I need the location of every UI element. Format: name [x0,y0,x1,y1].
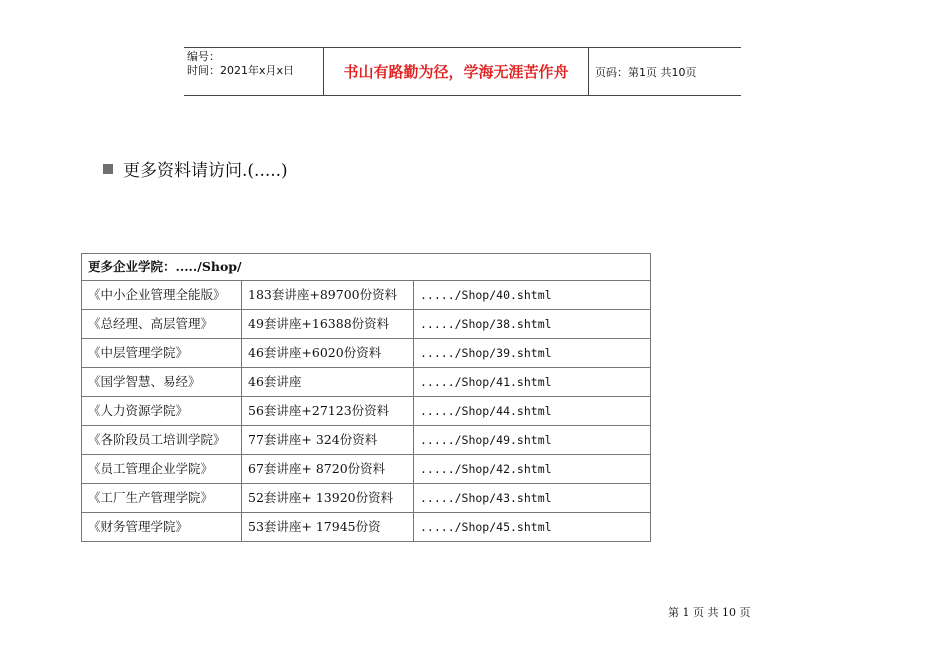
course-name-cell: 《各阶段员工培训学院》 [82,426,242,455]
course-name-cell: 《中层管理学院》 [82,339,242,368]
course-link-cell[interactable]: ...../Shop/49.shtml [414,426,651,455]
course-link-cell[interactable]: ...../Shop/41.shtml [414,368,651,397]
course-name-cell: 《总经理、高层管理》 [82,310,242,339]
course-content-cell: 52套讲座+ 13920份资料 [242,484,414,513]
page-header [184,47,741,96]
notice-text: 更多资料请访问.(.....) [123,161,288,181]
course-name-cell: 《员工管理企业学院》 [82,455,242,484]
table-heading: 更多企业学院：...../Shop/ [82,254,651,281]
course-content-cell: 46套讲座+6020份资料 [242,339,414,368]
course-link-cell[interactable]: ...../Shop/42.shtml [414,455,651,484]
resource-table [81,253,651,542]
table-row [82,455,651,484]
course-link-cell[interactable]: ...../Shop/40.shtml [414,281,651,310]
course-link-cell[interactable]: ...../Shop/39.shtml [414,339,651,368]
course-content-cell: 46套讲座 [242,368,414,397]
page-footer: 第 1 页 共 10 页 [668,606,751,619]
course-content-cell: 49套讲座+16388份资料 [242,310,414,339]
table-row [82,426,651,455]
course-content-cell: 183套讲座+89700份资料 [242,281,414,310]
course-name-cell: 《国学智慧、易经》 [82,368,242,397]
table-row [82,484,651,513]
course-name-cell: 《工厂生产管理学院》 [82,484,242,513]
table-heading-row [82,254,651,281]
document-number-label: 编号： [187,50,220,63]
header-page-label: 页码：第1页 共10页 [595,65,697,79]
course-content-cell: 53套讲座+ 17945份资 [242,513,414,542]
table-row [82,339,651,368]
table-row [82,368,651,397]
course-name-cell: 《人力资源学院》 [82,397,242,426]
square-bullet-icon [103,164,113,174]
course-link-cell[interactable]: ...../Shop/43.shtml [414,484,651,513]
document-time-label: 时间：2021年x月x日 [187,64,295,77]
course-link-cell[interactable]: ...../Shop/45.shtml [414,513,651,542]
course-content-cell: 77套讲座+ 324份资料 [242,426,414,455]
course-link-cell[interactable]: ...../Shop/44.shtml [414,397,651,426]
table-row [82,281,651,310]
course-link-cell[interactable]: ...../Shop/38.shtml [414,310,651,339]
course-content-cell: 67套讲座+ 8720份资料 [242,455,414,484]
table-row [82,397,651,426]
course-name-cell: 《财务管理学院》 [82,513,242,542]
header-motto: 书山有路勤为径，学海无涯苦作舟 [324,48,589,95]
table-row [82,513,651,542]
course-content-cell: 56套讲座+27123份资料 [242,397,414,426]
table-row [82,310,651,339]
header-meta [184,48,324,95]
course-name-cell: 《中小企业管理全能版》 [82,281,242,310]
notice-line [103,156,288,181]
